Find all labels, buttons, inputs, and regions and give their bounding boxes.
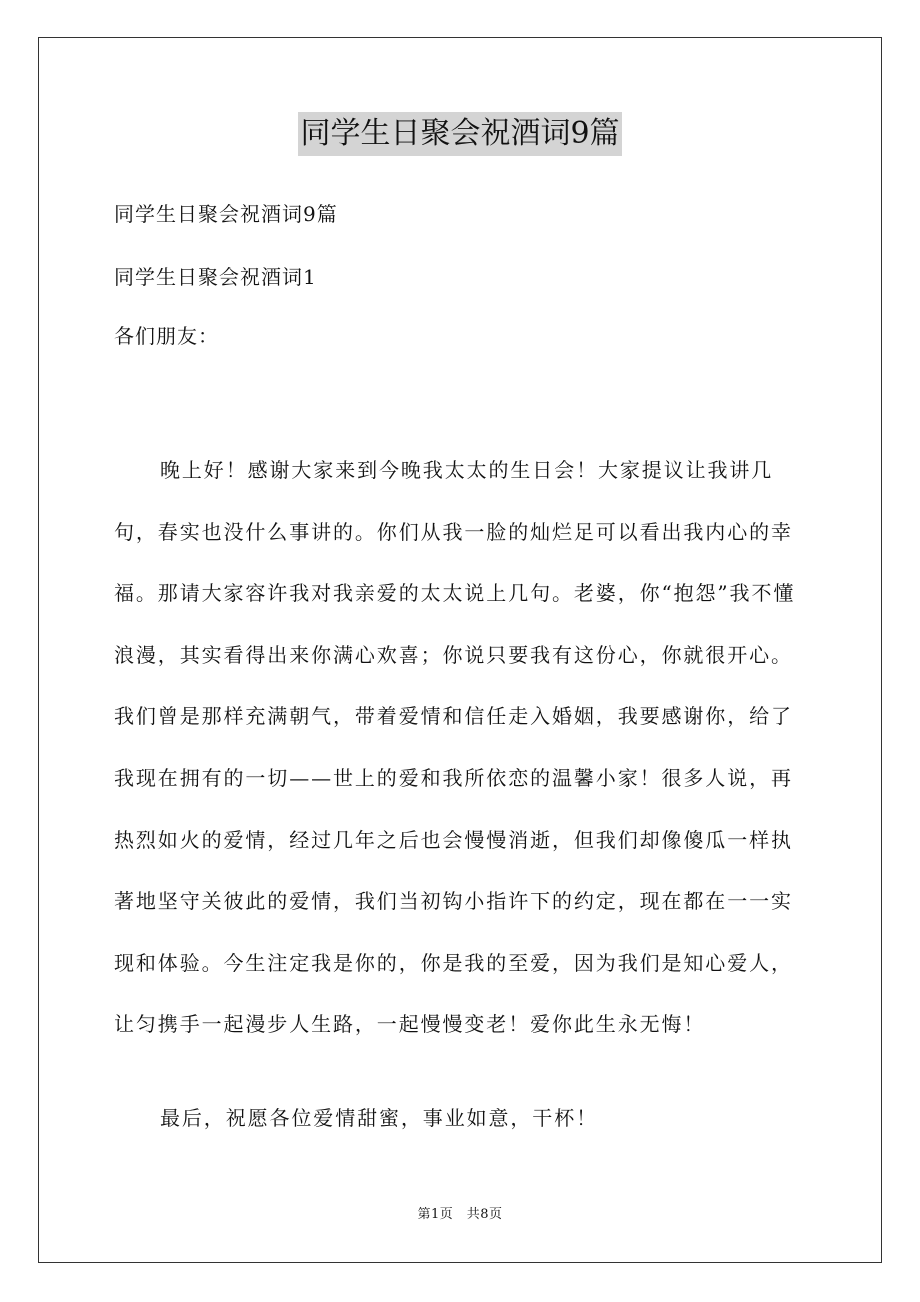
title-container bbox=[0, 112, 920, 156]
document-subtitle: 同学生日聚会祝酒词9篇 bbox=[114, 202, 338, 226]
greeting: 各们朋友： bbox=[114, 324, 219, 348]
section-heading: 同学生日聚会祝酒词1 bbox=[114, 265, 317, 289]
document-title: 同学生日聚会祝酒词9篇 bbox=[298, 112, 621, 156]
page-footer: 第1页 共8页 bbox=[417, 1207, 503, 1222]
body-paragraph bbox=[114, 440, 814, 1056]
body-paragraph-text: 晚上好！感谢大家来到今晚我太太的生日会！大家提议让我讲几句，春实也没什么事讲的。你们从我一脸的灿烂足可以看出我内心的幸福。那请大家容许我对我亲爱的太太说上几句。老婆，你“抱怨”我不懂浪漫，其实看得出来你满心欢喜；你说只要我有这份心，你就很开心。我们曾是那样充满朝气，带着爱情和信任走入婚姻，我要感谢你，给了我现在拥有的一切——世上的爱和我所依恋的温馨小家！很多人说，再热烈如火的爱情，经过几年之后也会慢慢消逝，但我们却像傻瓜一样执著地坚守关彼此的爱情，我们当初钩小指许下的约定，现在都在一一实现和体验。今生注定我是你的，你是我的至爱，因为我们是知心爱人，让匀携手一起漫步人生路，一起慢慢变老！爱你此生永无悔！ bbox=[114, 458, 796, 1037]
closing-paragraph: 最后，祝愿各位爱情甜蜜，事业如意，干杯！ bbox=[160, 1106, 598, 1130]
